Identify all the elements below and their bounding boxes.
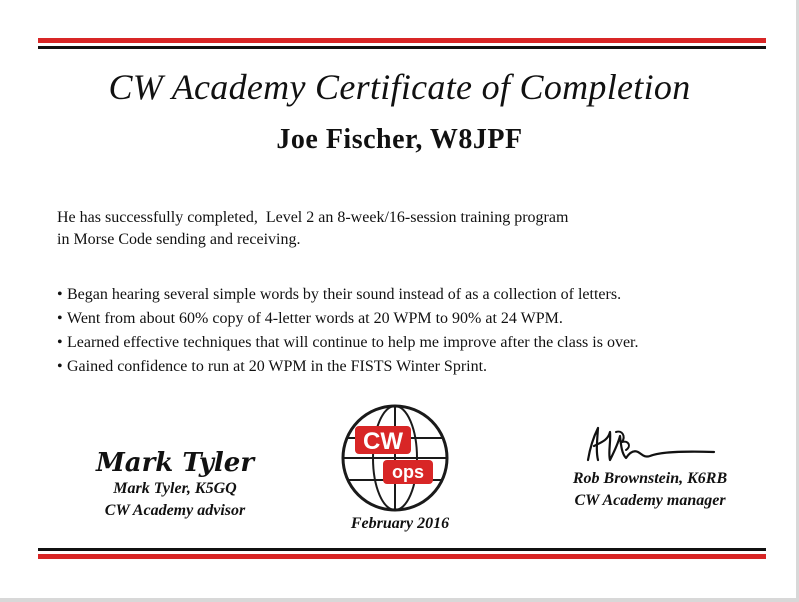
achievements-list	[57, 283, 777, 379]
manager-signature	[580, 422, 720, 466]
bottom-border-rule	[38, 548, 766, 559]
logo-cw-text: CW	[363, 428, 403, 455]
bullet-icon: •	[57, 286, 63, 303]
achievement-item: • Learned effective techniques that will continue to help me improve after the class is over.	[57, 331, 777, 355]
manager-name: Rob Brownstein, K6RB	[572, 470, 728, 487]
advisor-signature-block	[60, 448, 290, 522]
top-black-stripe	[38, 46, 766, 49]
globe-icon	[343, 406, 447, 510]
recipient-name: Joe Fischer, W8JPF	[276, 124, 523, 155]
advisor-role: CW Academy advisor	[104, 502, 246, 519]
page-edge-bottom	[0, 598, 799, 602]
statement-line-2: in Morse Code sending and receiving.	[57, 231, 301, 248]
bullet-icon: •	[57, 310, 63, 327]
certificate-title: CW Academy Certificate of Completion	[108, 67, 691, 107]
bullet-icon: •	[57, 334, 63, 351]
achievement-item: • Went from about 60% copy of 4-letter words at 20 WPM to 90% at 24 WPM.	[57, 307, 777, 331]
advisor-signature: Mark Tyler	[95, 448, 255, 478]
manager-role: CW Academy manager	[574, 492, 726, 509]
top-border-rule	[38, 38, 766, 49]
advisor-name: Mark Tyler, K5GQ	[113, 480, 237, 497]
certificate-date: February 2016	[350, 515, 450, 532]
manager-signature-block	[520, 448, 780, 512]
bottom-red-stripe	[38, 554, 766, 559]
bullet-icon: •	[57, 358, 63, 375]
completion-statement	[57, 207, 757, 251]
logo-ops-text: ops	[391, 462, 425, 482]
achievement-item: • Gained confidence to run at 20 WPM in the FISTS Winter Sprint.	[57, 355, 777, 379]
statement-line-1: He has successfully completed, Level 2 an 8-week/16-session training program	[57, 209, 569, 226]
achievement-item: • Began hearing several simple words by their sound instead of as a collection of letters.	[57, 283, 777, 307]
cwops-logo	[337, 400, 453, 516]
